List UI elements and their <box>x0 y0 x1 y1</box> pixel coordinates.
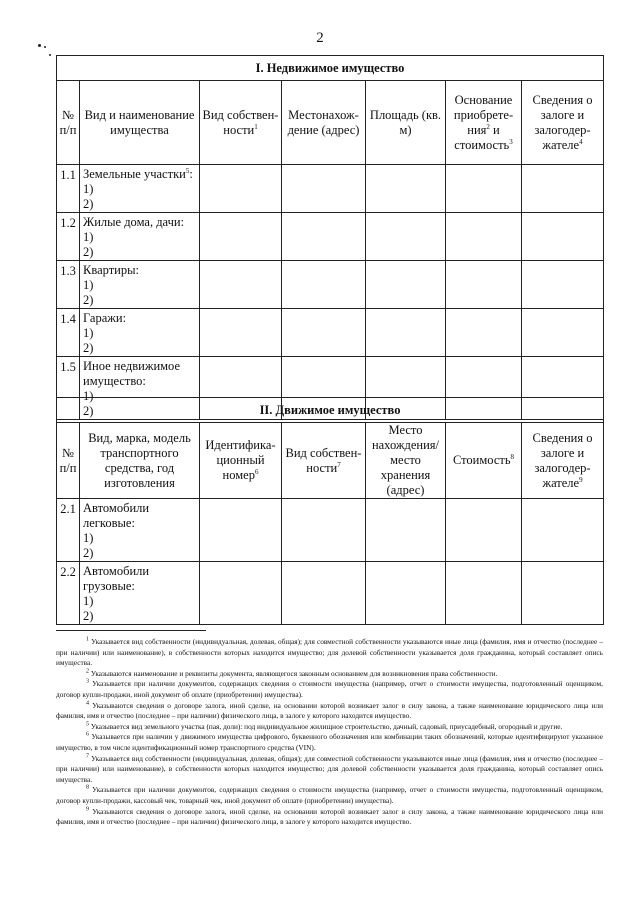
header-location: Место нахождения/ место хранения (адрес) <box>366 423 446 499</box>
table-row: 1.5 Иное недвижимое имущество: 1) 2) <box>57 357 604 420</box>
page-number: 2 <box>316 30 324 46</box>
footnote: $^5$ Указывается вид земельного участка (пая, доли): под индивидуальное жилищное строительство, дачный, садовый, приусадебный, огородный и другие. <box>86 721 563 731</box>
header-area: Площадь (кв. м) <box>366 81 446 165</box>
real-estate-table <box>56 55 604 420</box>
table-row: 1.4 Гаражи: 1) 2) <box>57 309 604 357</box>
header-vehicle: Вид, марка, модель транспортного средства, год изготовления <box>80 423 200 499</box>
section-title: II. Движимое имущество <box>57 398 604 423</box>
header-basis: Основание приобрете-ния$^2$ и стоимость$^3$ <box>446 81 522 165</box>
footnote: $^1$ Указывается вид собственности (индивидуальная, долевая, общая); для совместной собственности указываются иные лица (фамилия, имя и отчество (последнее – при наличии) или наименование), в собственности которых находится имущество; для долевой собственности указывается доля гражданина, который составляет опись имущества. <box>56 636 603 668</box>
footnote: $^2$ Указываются наименование и реквизиты документа, являющегося законным основанием для возникновения права собственности. <box>86 668 498 678</box>
table-row: 2.1 Автомобили легковые: 1) 2) <box>57 499 604 562</box>
scan-mark <box>49 54 51 56</box>
header-ident: Идентифика-ционный номер$^6$ <box>200 423 282 499</box>
header-name: Вид и наименование имущества <box>80 81 200 165</box>
scan-mark <box>38 44 41 47</box>
movable-property-table <box>56 397 604 625</box>
table-row: 2.2 Автомобили грузовые: 1) 2) <box>57 562 604 625</box>
header-num: № п/п <box>57 423 80 499</box>
footnote: $^4$ Указываются сведения о договоре залога, иной сделке, на основании которой возникает залог в силу закона, а также наименование юридического лица или фамилия, имя и отчество (последнее – при наличии) физического лица, в залоге у которого находится имущество. <box>56 700 604 721</box>
header-pledge: Сведения о залоге и залогодер-жателе$^9$ <box>522 423 604 499</box>
footnote: $^6$ Указывается при наличии у движимого имущества цифрового, буквенного обозначения или комбинации таких обозначений, которые идентифицируют указанное имущество, в том числе идентификационный номер транспортного средства (VIN). <box>56 731 603 752</box>
footnote: $^8$ Указывается при наличии документов, содержащих сведения о стоимости имущества (например, отчет о стоимости имущества, подготовленный оценщиком, договор купли-продажи, кассовый чек, товарный чек, иной документ об оплате (приобретении) имущества). <box>56 784 603 805</box>
footnote-divider <box>56 630 206 631</box>
footnote: $^9$ Указываются сведения о договоре залога, иной сделке, на основании которой возникает залог в силу закона, а также наименование юридического лица или фамилия, имя и отчество (последнее – при наличии) физического лица, в залоге у которого находится имущество. <box>56 806 604 827</box>
table-row: 1.3 Квартиры: 1) 2) <box>57 261 604 309</box>
header-num: № п/п <box>57 81 80 165</box>
header-ownership: Вид собствен-ности$^1$ <box>200 81 282 165</box>
footnotes <box>56 630 603 828</box>
section-title: I. Недвижимое имущество <box>57 56 604 81</box>
header-pledge: Сведения о залоге и залогодер-жателе$^4$ <box>522 81 604 165</box>
scan-mark <box>44 46 46 48</box>
table-row: 1.2 Жилые дома, дачи: 1) 2) <box>57 213 604 261</box>
table-row: 1.1 Земельные участки$^5$: 1) 2) <box>57 165 604 213</box>
footnote: $^3$ Указывается при наличии документов, содержащих сведения о стоимости имущества (например, отчет о стоимости имущества, подготовленный оценщиком, договор купли-продажи, иной документ об оплате (приобретении) имущества). <box>56 678 603 699</box>
header-cost: Стоимость$^8$ <box>446 423 522 499</box>
header-ownership: Вид собствен-ности$^7$ <box>282 423 366 499</box>
footnote: $^7$ Указывается вид собственности (индивидуальная, долевая, общая); для совместной собственности указываются иные лица (фамилия, имя и отчество (последнее – при наличии) или наименование), в собственности которых находится имущество; для долевой собственности указывается доля гражданина, который составляет опись имущества. <box>56 753 603 784</box>
header-location: Местонахож-дение (адрес) <box>282 81 366 165</box>
